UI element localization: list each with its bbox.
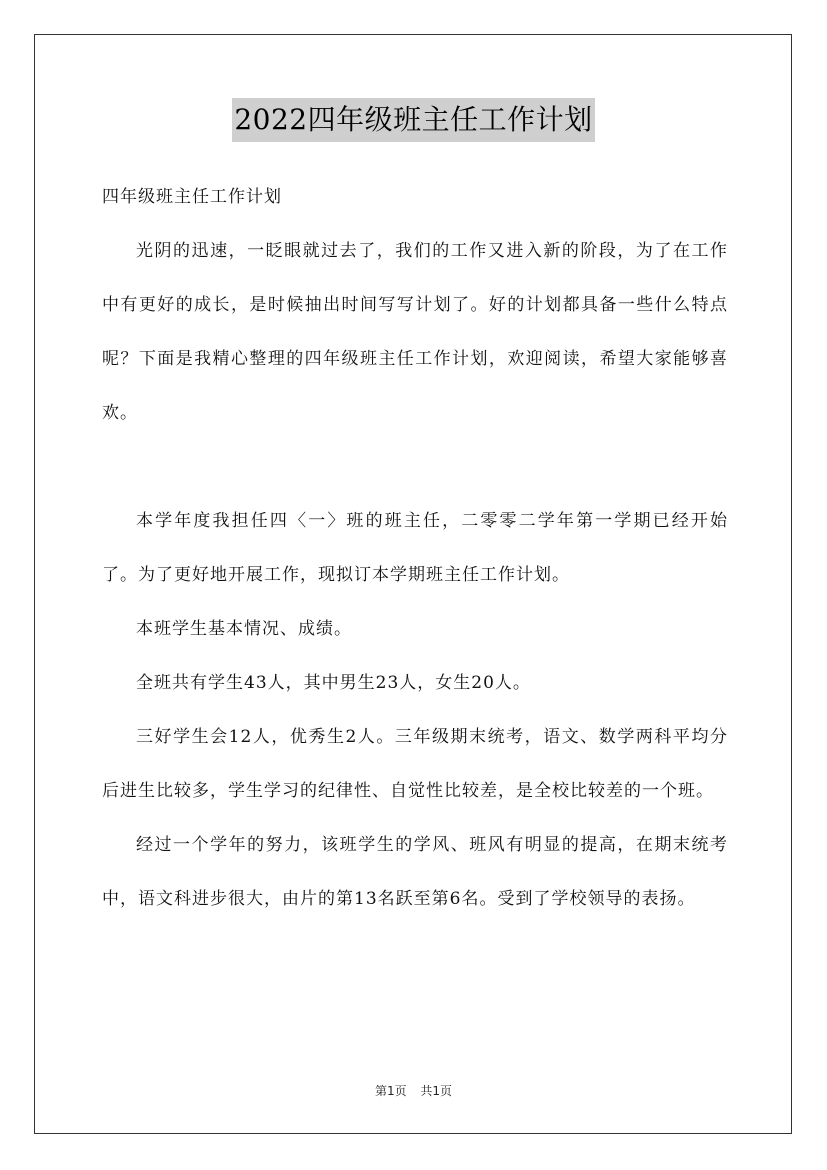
document-subtitle: 四年级班主任工作计划: [102, 187, 282, 207]
page-footer: [0, 1082, 827, 1099]
paragraph-4: 三好学生会12人，优秀生2人。三年级期末统考，语文、数学两科平均分后进生比较多，学生学习的纪律性、自觉性比较差，是全校比较差的一个班。: [102, 727, 728, 801]
page-total: 共1页: [420, 1084, 453, 1098]
title-container: [0, 98, 827, 142]
paragraph-2: 本班学生基本情况、成绩。: [136, 619, 352, 639]
document-body: [102, 170, 728, 926]
paragraph-3: 全班共有学生43人，其中男生23人，女生20人。: [136, 673, 531, 693]
page-number: 第1页: [374, 1084, 407, 1098]
paragraph-1: 本学年度我担任四〈一〉班的班主任，二零零二学年第一学期已经开始了。为了更好地开展工作，现拟订本学期班主任工作计划。: [102, 511, 728, 585]
blank-line: [102, 440, 728, 494]
document-title: 2022四年级班主任工作计划: [232, 98, 594, 142]
paragraph-intro: 光阴的迅速，一眨眼就过去了，我们的工作又进入新的阶段，为了在工作中有更好的成长，是时候抽出时间写写计划了。好的计划都具备一些什么特点呢？下面是我精心整理的四年级班主任工作计划，欢迎阅读，希望大家能够喜欢。: [102, 241, 728, 423]
paragraph-5: 经过一个学年的努力，该班学生的学风、班风有明显的提高，在期末统考中，语文科进步很大，由片的第13名跃至第6名。受到了学校领导的表扬。: [102, 835, 728, 909]
